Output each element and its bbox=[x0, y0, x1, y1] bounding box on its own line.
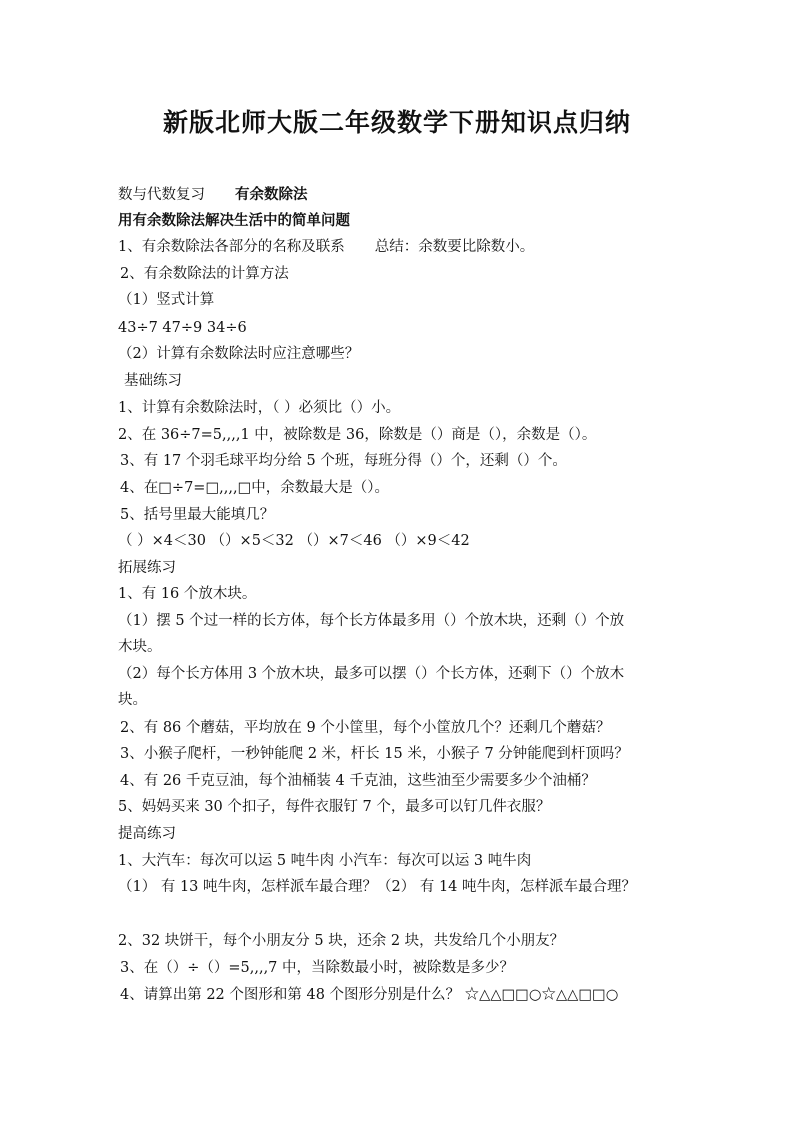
section-label: 数与代数复习 bbox=[118, 187, 205, 203]
review-item-2: 2、有余数除法的计算方法 bbox=[120, 266, 289, 282]
review-item-2-2: （2）计算有余数除法时应注意哪些？ bbox=[118, 346, 360, 362]
extend-q1: 1、有 16 个放木块。 bbox=[118, 586, 257, 602]
improve-q2: 2、32 块饼干，每个小朋友分 5 块，还余 2 块，共发给几个小朋友？ bbox=[118, 933, 565, 949]
basic-q3: 3、有 17 个羽毛球平均分给 5 个班，每班分得（）个，还剩（）个。 bbox=[120, 453, 567, 469]
section-topic: 有余数除法 bbox=[235, 187, 308, 203]
review-item-1-summary: 总结：余数要比除数小。 bbox=[374, 239, 535, 255]
review-item-1-left: 1、有余数除法各部分的名称及联系 bbox=[118, 239, 345, 255]
basic-q5: 5、括号里最大能填几？ bbox=[120, 507, 275, 523]
extend-q5: 5、妈妈买来 30 个扣子，每件衣服钉 7 个，最多可以钉几件衣服？ bbox=[118, 799, 551, 815]
basic-heading: 基础练习 bbox=[124, 373, 182, 389]
review-item-2-1-exprs: 43÷7 47÷9 34÷6 bbox=[118, 320, 247, 336]
basic-q5-exprs: （ ）×4＜30 （）×5＜32 （）×7＜46 （）×9＜42 bbox=[118, 533, 470, 549]
improve-heading: 提高练习 bbox=[118, 826, 176, 842]
basic-q4: 4、在□÷7=□,,,,□中，余数最大是（）。 bbox=[120, 480, 390, 496]
improve-q1-sub: （1） 有 13 吨牛肉，怎样派车最合理？（2） 有 14 吨牛肉，怎样派车最合理？ bbox=[118, 879, 637, 895]
extend-q4: 4、有 26 千克豆油，每个油桶装 4 千克油，这些油至少需要多少个油桶？ bbox=[120, 773, 596, 789]
page-title: 新版北师大版二年级数学下册知识点归纳 bbox=[162, 108, 631, 137]
section-header bbox=[118, 185, 308, 205]
extend-q1-2a: （2）每个长方体用 3 个放木块，最多可以摆（）个长方体，还剩下（）个放木 bbox=[118, 666, 625, 682]
improve-q3: 3、在（）÷（）=5,,,,7 中，当除数最小时，被除数是多少？ bbox=[120, 960, 515, 976]
extend-q1-1a: （1）摆 5 个过一样的长方体，每个长方体最多用（）个放木块，还剩（）个放 bbox=[118, 613, 625, 629]
review-item-2-1: （1）竖式计算 bbox=[118, 292, 215, 308]
extend-q1-1b: 木块。 bbox=[118, 639, 162, 655]
improve-q4: 4、请算出第 22 个图形和第 48 个图形分别是什么？ ☆△△□□○☆△△□□○ bbox=[120, 987, 619, 1003]
extend-q1-2b: 块。 bbox=[118, 692, 147, 708]
basic-q1: 1、计算有余数除法时，（ ）必须比（）小。 bbox=[118, 400, 401, 416]
extend-q2: 2、有 86 个蘑菇，平均放在 9 个小筐里，每个小筐放几个？还剩几个蘑菇？ bbox=[120, 720, 611, 736]
section-subtitle: 用有余数除法解决生活中的简单问题 bbox=[118, 213, 350, 229]
review-item-1 bbox=[118, 237, 534, 257]
extend-q3: 3、小猴子爬杆，一秒钟能爬 2 米，杆长 15 米，小猴子 7 分钟能爬到杆顶吗？ bbox=[120, 746, 629, 762]
improve-q1: 1、大汽车：每次可以运 5 吨牛肉 小汽车：每次可以运 3 吨牛肉 bbox=[118, 853, 532, 869]
basic-q2: 2、在 36÷7=5,,,,1 中，被除数是 36，除数是（）商是（），余数是（）。 bbox=[118, 427, 597, 443]
extend-heading: 拓展练习 bbox=[118, 560, 176, 576]
